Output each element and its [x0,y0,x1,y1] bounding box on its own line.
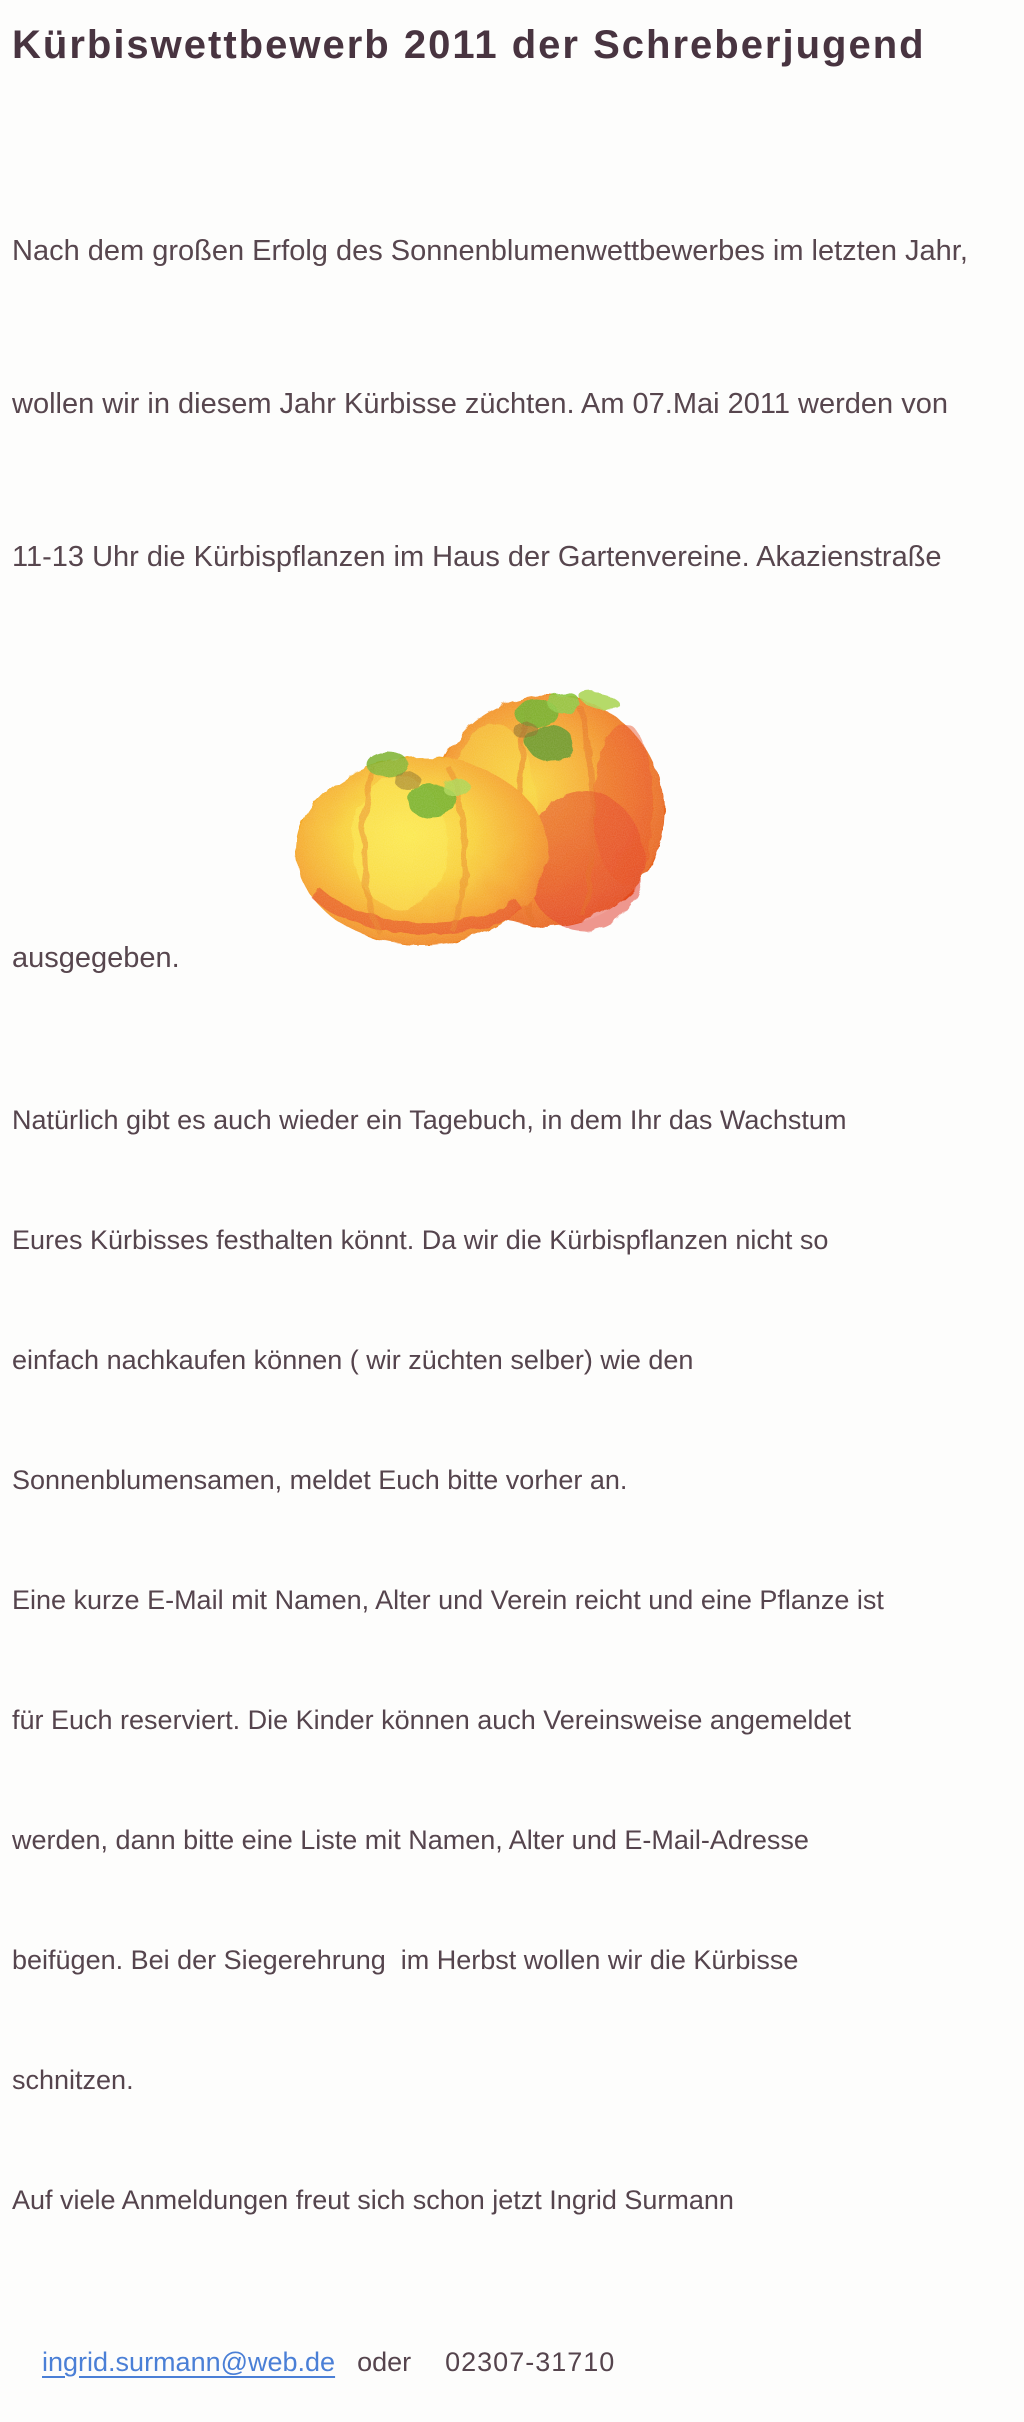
text-line: Natürlich gibt es auch wieder ein Tagebuch, in dem Ihr das Wachstum [12,1105,847,1135]
text-line: wollen wir in diesem Jahr Kürbisse züchten. Am 07.Mai 2011 werden von [12,388,948,420]
text-line: werden, dann bitte eine Liste mit Namen, Alter und E-Mail-Adresse [12,1825,809,1855]
pumpkins-image [280,683,668,949]
page-title: Kürbiswettbewerb 2011 der Schreberjugend [12,23,926,67]
text-line: Nach dem großen Erfolg des Sonnenblumenwettbewerbes im letzten Jahr, [12,235,968,267]
text-line: einfach nachkaufen können ( wir züchten selber) wie den [12,1345,694,1375]
text-line: Eine kurze E-Mail mit Namen, Alter und Verein reicht und eine Pflanze ist [12,1585,884,1615]
text-line: für Euch reserviert. Die Kinder können auch Vereinsweise angemeldet [12,1705,851,1735]
phone-number: 02307-31710 [445,2347,616,2377]
separator-text: oder [357,2347,412,2377]
body-paragraph [12,1020,1016,2300]
email-link[interactable]: ingrid.surmann@web.de [42,2347,336,2377]
text-line: Sonnenblumensamen, meldet Euch bitte vorher an. [12,1465,628,1495]
contact-line [12,2302,1016,2422]
text-line: Eures Kürbisses festhalten könnt. Da wir die Kürbispflanzen nicht so [12,1225,829,1255]
pumpkins-illustration [280,683,668,949]
after-image-text: ausgegeben. [12,942,180,974]
intro-paragraph [12,124,1016,685]
text-line: beifügen. Bei der Siegerehrung im Herbst wollen wir die Kürbisse [12,1945,799,1975]
text-line: 11-13 Uhr die Kürbispflanzen im Haus der Gartenvereine. Akazienstraße [12,541,942,573]
text-line: Auf viele Anmeldungen freut sich schon jetzt Ingrid Surmann [12,2185,734,2215]
text-line: schnitzen. [12,2065,134,2095]
